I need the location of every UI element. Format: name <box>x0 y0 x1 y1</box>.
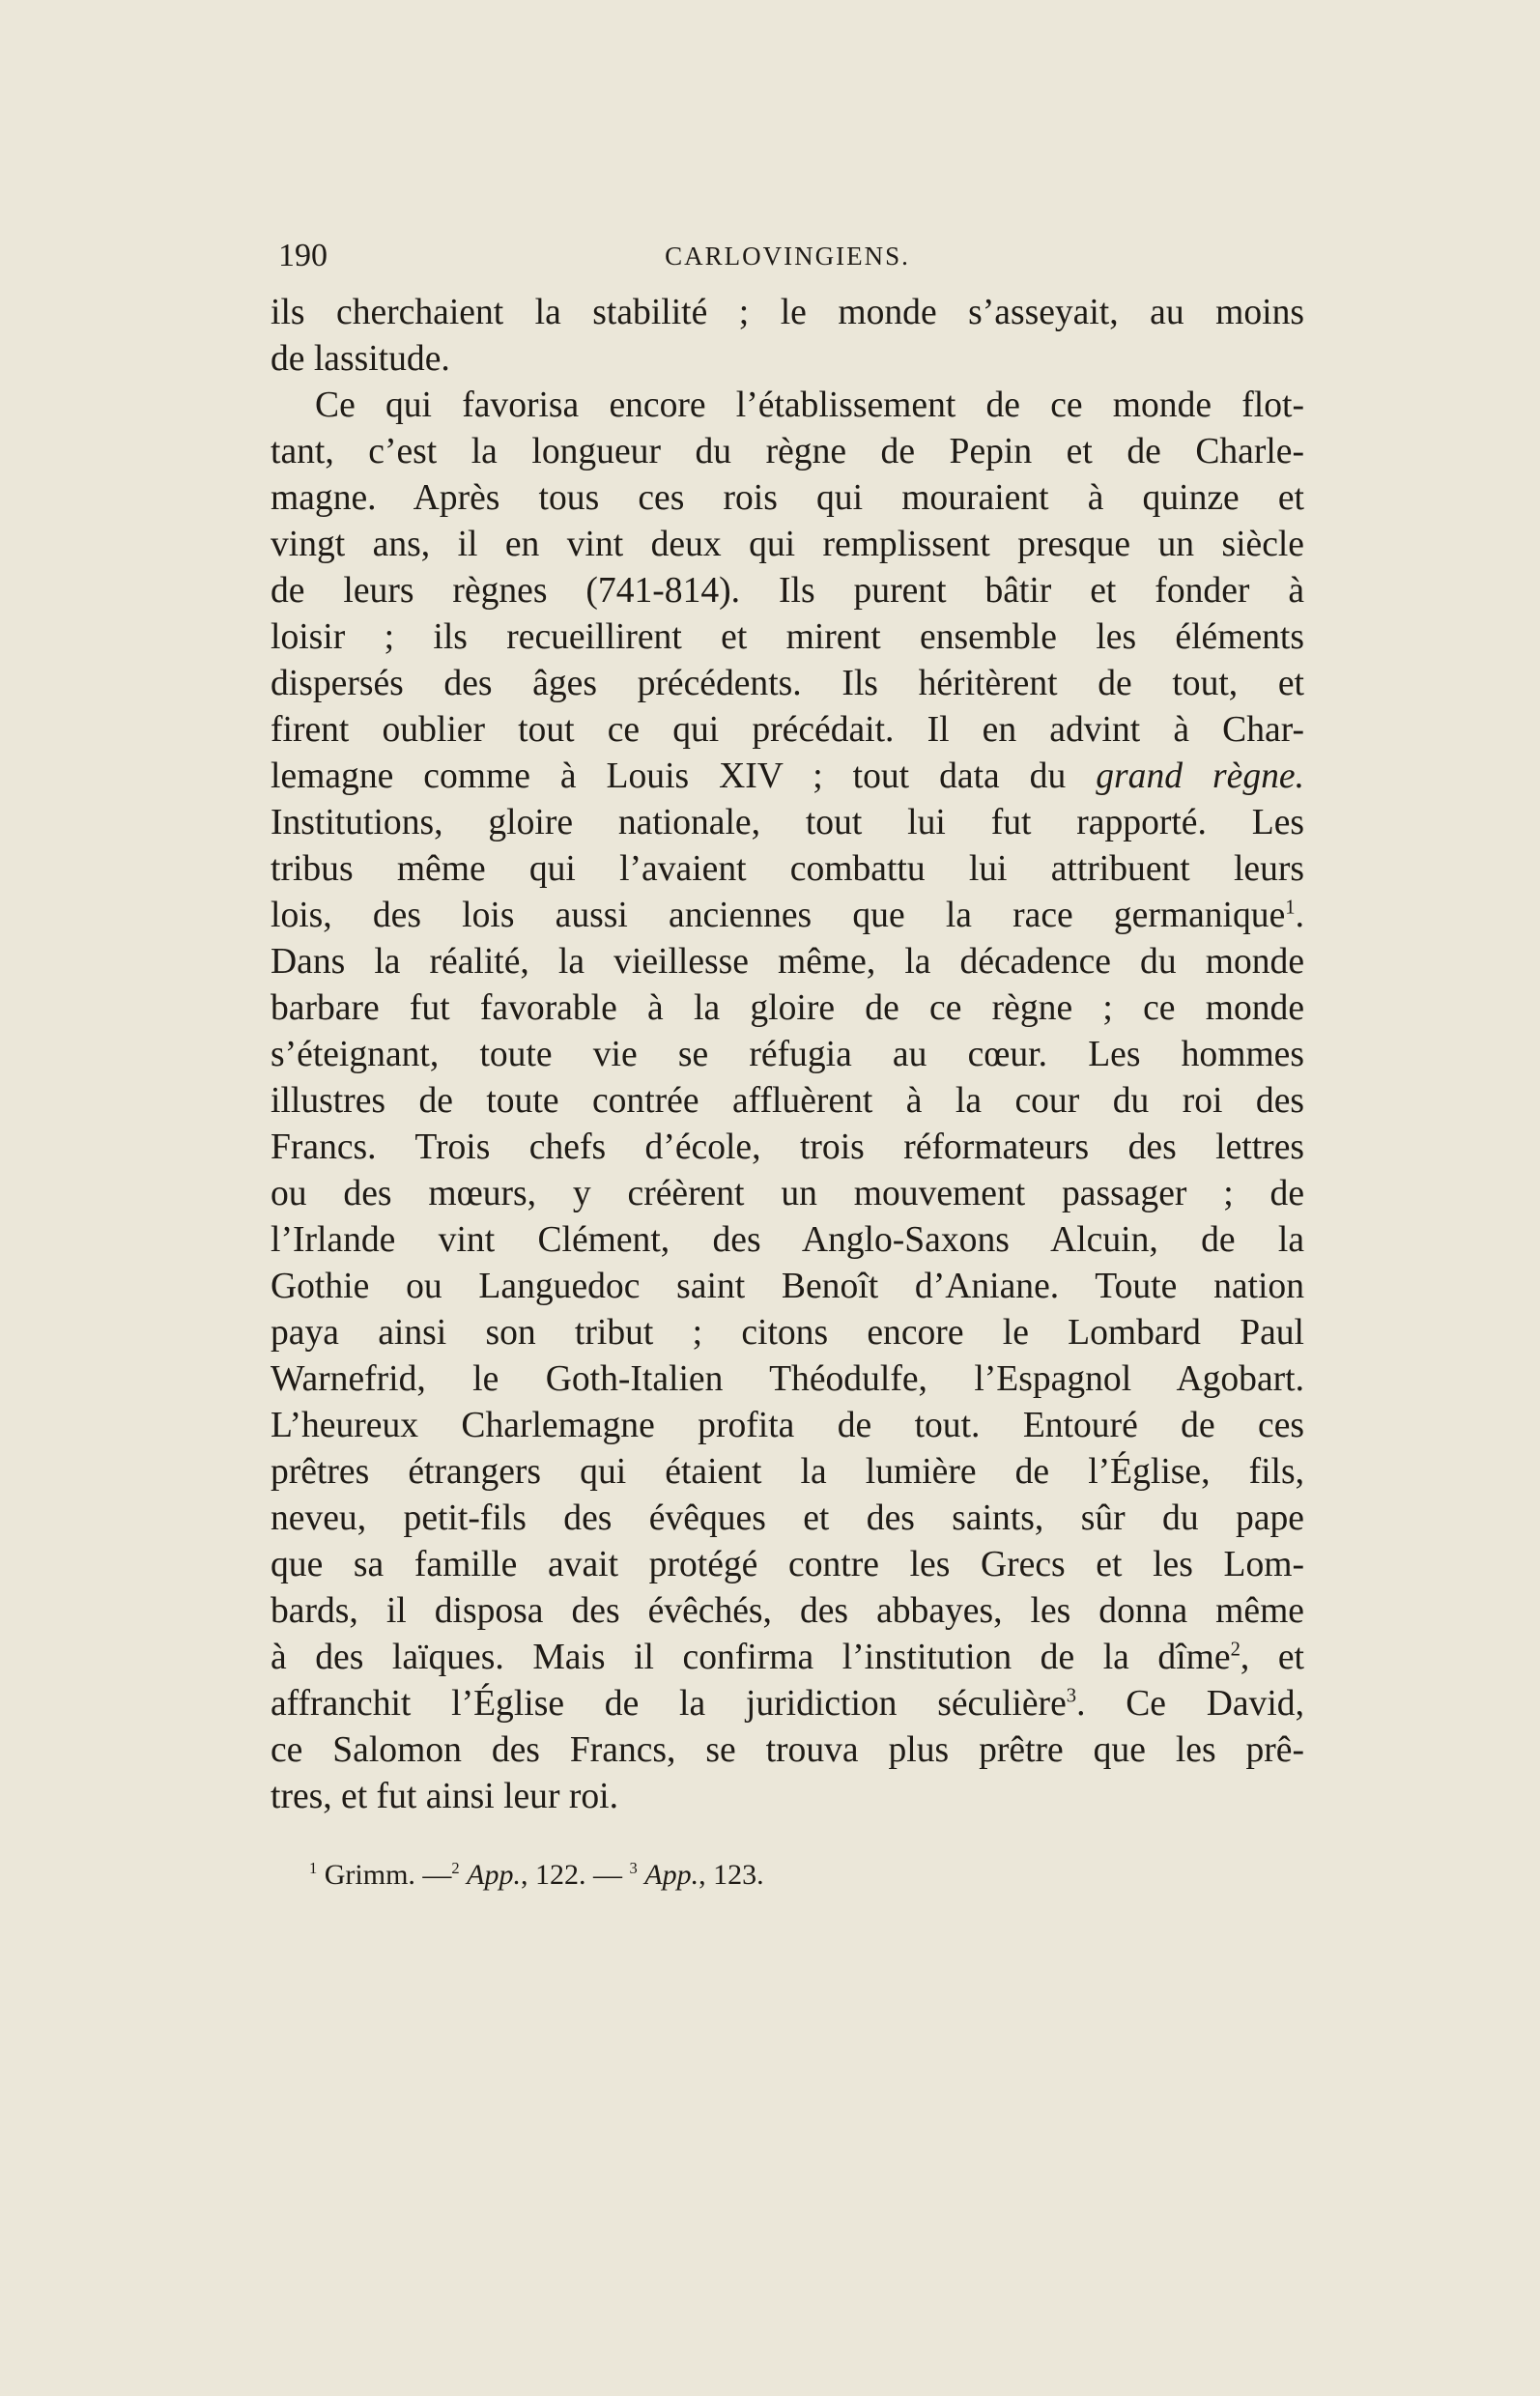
footnote-source: App. <box>467 1859 521 1891</box>
text-segment: . Ce David, <box>1076 1684 1304 1724</box>
footnote-number: 1 <box>309 1859 318 1877</box>
text-line: Gothie ou Languedoc saint Benoît d’Aniane. Toute nation <box>271 1267 1304 1306</box>
text-line: que sa famille avait protégé contre les Grecs et les Lom- <box>271 1545 1304 1584</box>
text-segment: affranchit l’Église de la juridiction séculière <box>271 1684 1067 1724</box>
text-line: tribus même qui l’avaient combattu lui attribuent leurs <box>271 849 1304 889</box>
text-line <box>271 1681 1304 1727</box>
text-line <box>271 1635 1304 1681</box>
text-line: vingt ans, il en vint deux qui remplissent presque un siècle <box>271 525 1304 564</box>
text-line: de leurs règnes (741-814). Ils purent bâtir et fonder à <box>271 571 1304 611</box>
text-line: lois, des lois aussi anciennes que la race germanique$^1$. <box>271 896 1304 935</box>
text-line: de lassitude. <box>271 339 450 379</box>
running-head <box>271 232 1304 290</box>
text-segment: à des laïques. Mais il confirma l’institution de la dîme <box>271 1638 1231 1677</box>
footnote-number: 2 <box>451 1859 460 1877</box>
footnote-text: , 123. <box>699 1859 764 1891</box>
text-line: l’Irlande vint Clément, des Anglo-Saxons Alcuin, de la <box>271 1220 1304 1260</box>
text-line <box>271 754 1304 800</box>
text-line: ou des mœurs, y créèrent un mouvement passager ; de <box>271 1174 1304 1213</box>
page-text <box>271 232 1304 1892</box>
text-segment: lemagne comme à Louis XIV ; tout data du <box>271 756 1067 796</box>
text-line: tant, c’est la longueur du règne de Pepin et de Charle- <box>271 432 1304 471</box>
section-title: CARLOVINGIENS. <box>665 242 910 271</box>
footnote-ref-3: 3 <box>1066 1685 1077 1707</box>
text-segment: lois, des lois aussi anciennes que la race germanique <box>271 896 1286 935</box>
text-line: paya ainsi son tribut ; citons encore le Lombard Paul <box>271 1313 1304 1353</box>
text-line: bards, il disposa des évêchés, des abbayes, les donna même <box>271 1591 1304 1631</box>
text-line: magne. Après tous ces rois qui mouraient à quinze et <box>271 478 1304 518</box>
text-line: firent oublier tout ce qui précédait. Il en advint à Char- <box>271 710 1304 750</box>
italic-phrase: grand règne. <box>1096 756 1304 796</box>
footnote-text: , 122. — <box>521 1859 622 1891</box>
text-line: loisir ; ils recueillirent et mirent ensemble les éléments <box>271 617 1304 657</box>
text-line: prêtres étrangers qui étaient la lumière de l’Église, fils, <box>271 1452 1304 1492</box>
text-line: dispersés des âges précédents. Ils héritèrent de tout, et <box>271 664 1304 703</box>
footnote-ref-2: 2 <box>1230 1639 1241 1661</box>
text-line: Institutions, gloire nationale, tout lui fut rapporté. Les <box>271 803 1304 842</box>
text-line: Francs. Trois chefs d’école, trois réformateurs des lettres <box>271 1127 1304 1167</box>
text-line: ils cherchaient la stabilité ; le monde s’asseyait, au moins <box>271 293 1304 332</box>
text-line: barbare fut favorable à la gloire de ce règne ; ce monde <box>271 988 1304 1028</box>
footnotes <box>271 1859 1304 1892</box>
text-line: tres, et fut ainsi leur roi. <box>271 1777 619 1816</box>
text-line: s’éteignant, toute vie se réfugia au cœur. Les hommes <box>271 1035 1304 1074</box>
text-segment: , et <box>1240 1638 1304 1677</box>
text-line: L’heureux Charlemagne profita de tout. Entouré de ces <box>271 1406 1304 1445</box>
footnote-ref-1: 1 <box>1285 897 1296 919</box>
text-line: Dans la réalité, la vieillesse même, la décadence du monde <box>271 942 1304 982</box>
page-number: 190 <box>278 238 328 273</box>
footnote-source: App. <box>644 1859 699 1891</box>
footnote-text: Grimm. — <box>324 1859 452 1891</box>
text-line: ce Salomon des Francs, se trouva plus prêtre que les prê- <box>271 1730 1304 1770</box>
text-line: Ce qui favorisa encore l’établissement de ce monde flot- <box>315 385 1304 425</box>
text-line: neveu, petit-fils des évêques et des saints, sûr du pape <box>271 1498 1304 1538</box>
text-line: Warnefrid, le Goth-Italien Théodulfe, l’Espagnol Agobart. <box>271 1359 1304 1399</box>
footnote-number: 3 <box>629 1859 638 1877</box>
text-line: illustres de toute contrée affluèrent à la cour du roi des <box>271 1081 1304 1121</box>
body-text <box>271 290 1304 1820</box>
